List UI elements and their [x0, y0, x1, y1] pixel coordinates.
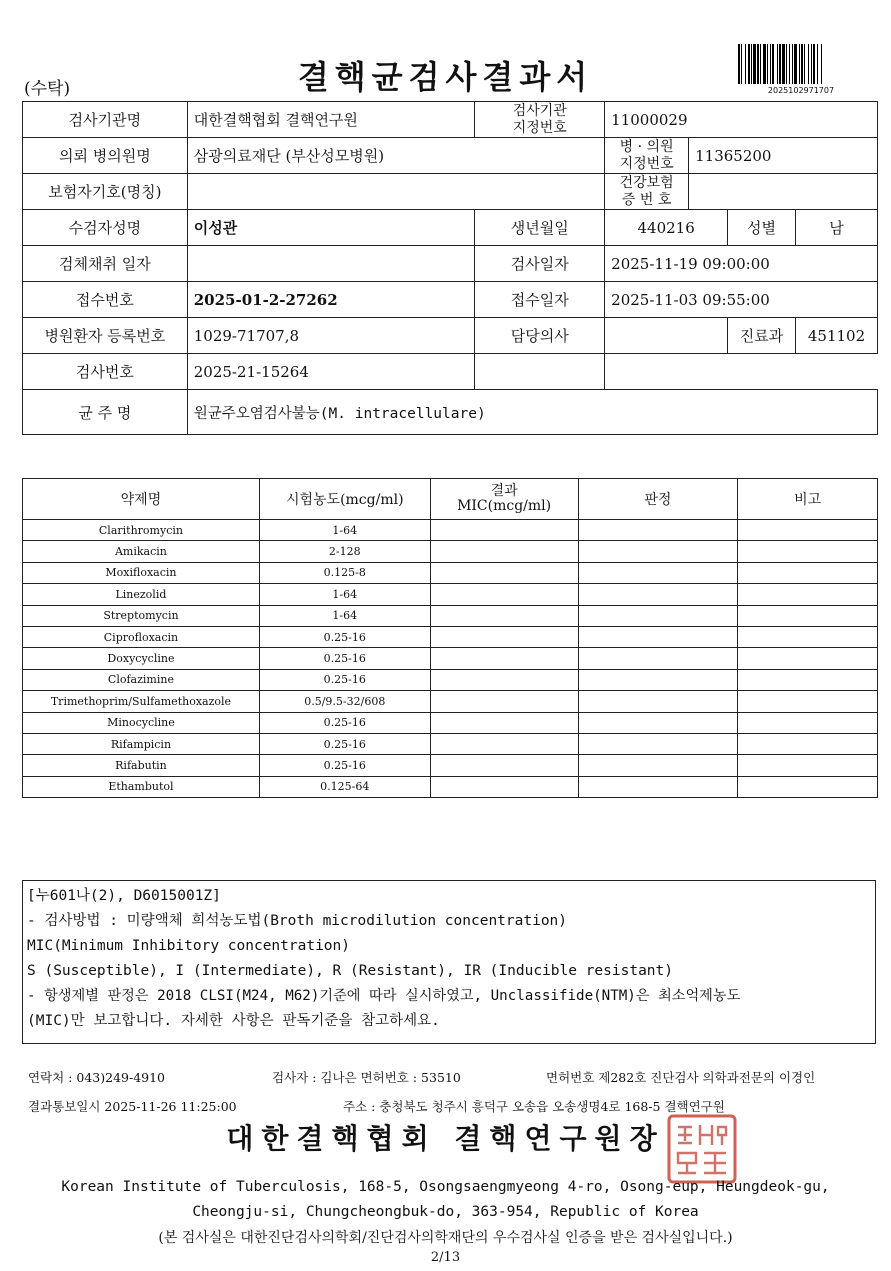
- test-concentration: 0.25-16: [259, 648, 430, 669]
- health-ins-value: [689, 174, 878, 210]
- receipt-date: 2025-11-03 09:55:00: [605, 282, 878, 318]
- lab-code: 11000029: [605, 102, 878, 138]
- bacteria-label: 균 주 명: [23, 390, 188, 435]
- english-address-2: Cheongju-si, Chungcheongbuk-do, 363-954, Republic of Korea: [192, 1204, 699, 1220]
- remark: [738, 733, 878, 754]
- remark: [738, 584, 878, 605]
- mic-result: [430, 605, 578, 626]
- test-no: 2025-21-15264: [187, 354, 475, 390]
- drug-name: Clarithromycin: [23, 520, 260, 541]
- col-result: 결과 MIC(mcg/ml): [430, 479, 578, 520]
- test-date-label: 검사일자: [475, 246, 605, 282]
- test-concentration: 0.25-16: [259, 669, 430, 690]
- insured-value: [187, 174, 604, 210]
- specimen-date: [187, 246, 475, 282]
- judgement: [578, 605, 738, 626]
- mic-result: [430, 626, 578, 647]
- test-no-empty: [475, 354, 605, 390]
- patient-name: 이성관: [187, 210, 475, 246]
- judgement: [578, 712, 738, 733]
- note-line: - 항생제별 판정은 2018 CLSI(M24, M62)기준에 따라 실시하였고, Unclassifide(NTM)은 최소억제농도: [27, 988, 741, 1004]
- drug-name: Clofazimine: [23, 669, 260, 690]
- sex-value: 남: [795, 210, 877, 246]
- drug-name: Doxycycline: [23, 648, 260, 669]
- test-concentration: 1-64: [259, 584, 430, 605]
- drug-name: Ethambutol: [23, 776, 260, 797]
- drug-name: Amikacin: [23, 541, 260, 562]
- judgement: [578, 776, 738, 797]
- judgement: [578, 691, 738, 712]
- note-line: [누601나(2), D6015001Z]: [27, 888, 221, 904]
- hospital-name: 삼광의료재단 (부산성모병원): [187, 138, 604, 174]
- mic-result: [430, 562, 578, 583]
- judgement: [578, 541, 738, 562]
- hosp-code-label: 병 · 의원 지정번호: [605, 138, 689, 174]
- judgement: [578, 626, 738, 647]
- remark: [738, 605, 878, 626]
- specimen-date-label: 검체채취 일자: [23, 246, 188, 282]
- table-row: [23, 584, 878, 605]
- table-row: [23, 562, 878, 583]
- birth-date: 440216: [605, 210, 728, 246]
- col-note: 비고: [738, 479, 878, 520]
- drug-name: Rifabutin: [23, 755, 260, 776]
- hosp-reg: 1029-71707,8: [187, 318, 475, 354]
- drug-name: Moxifloxacin: [23, 562, 260, 583]
- page-title: 결핵균검사결과서: [297, 58, 594, 96]
- judgement: [578, 520, 738, 541]
- judgement: [578, 562, 738, 583]
- consign-label: (수탁): [24, 79, 71, 99]
- table-row: [23, 776, 878, 797]
- drug-name: Streptomycin: [23, 605, 260, 626]
- dept-value: 451102: [795, 318, 877, 354]
- remark: [738, 541, 878, 562]
- mic-result: [430, 712, 578, 733]
- sex-label: 성별: [728, 210, 796, 246]
- tester: 검사자 : 김나은 면허번호 : 53510: [272, 1070, 461, 1085]
- page-number: 2/13: [430, 1250, 461, 1265]
- table-row: [23, 712, 878, 733]
- contact: 연락처 : 043)249-4910: [28, 1070, 166, 1085]
- english-address-1: Korean Institute of Tuberculosis, 168-5, Osongsaengmyeong 4-ro, Osong-eup, Heungdeok-gu,: [61, 1179, 830, 1195]
- drug-table: [22, 478, 878, 798]
- test-concentration: 0.125-64: [259, 776, 430, 797]
- hosp-reg-label: 병원환자 등록번호: [23, 318, 188, 354]
- table-row: [23, 669, 878, 690]
- remark: [738, 669, 878, 690]
- test-concentration: 2-128: [259, 541, 430, 562]
- drug-name: Rifampicin: [23, 733, 260, 754]
- receipt-date-label: 접수일자: [475, 282, 605, 318]
- remark: [738, 712, 878, 733]
- table-row: [23, 626, 878, 647]
- barcode-icon: [737, 44, 865, 84]
- remark: [738, 520, 878, 541]
- table-row: [23, 605, 878, 626]
- notes-box: [22, 880, 876, 1044]
- birth-label: 생년월일: [475, 210, 605, 246]
- test-concentration: 0.25-16: [259, 626, 430, 647]
- note-line: (MIC)만 보고합니다. 자세한 사항은 판독기준을 참고하세요.: [27, 1013, 440, 1029]
- remark: [738, 755, 878, 776]
- hosp-code: 11365200: [689, 138, 878, 174]
- drug-name: Minocycline: [23, 712, 260, 733]
- mic-result: [430, 755, 578, 776]
- test-concentration: 0.125-8: [259, 562, 430, 583]
- mic-result: [430, 520, 578, 541]
- table-row: [23, 541, 878, 562]
- table-row: [23, 755, 878, 776]
- health-ins-label: 건강보험 증 번 호: [605, 174, 689, 210]
- test-concentration: 0.25-16: [259, 712, 430, 733]
- remark: [738, 626, 878, 647]
- report-time: 결과통보일시 2025-11-26 11:25:00: [28, 1099, 237, 1114]
- receipt-no: 2025-01-2-27262: [187, 282, 475, 318]
- note-line: S (Susceptible), I (Intermediate), R (Resistant), IR (Inducible resistant): [27, 963, 674, 979]
- judgement: [578, 755, 738, 776]
- mic-result: [430, 776, 578, 797]
- remark: [738, 776, 878, 797]
- test-concentration: 0.25-16: [259, 755, 430, 776]
- col-conc: 시험농도(mcg/ml): [259, 479, 430, 520]
- col-judge: 판정: [578, 479, 738, 520]
- table-row: [23, 520, 878, 541]
- test-no-blank: [605, 354, 878, 390]
- patient-label: 수검자성명: [23, 210, 188, 246]
- doctor-label: 담당의사: [475, 318, 605, 354]
- dept-label: 진료과: [728, 318, 796, 354]
- table-row: [23, 691, 878, 712]
- test-concentration: 0.25-16: [259, 733, 430, 754]
- official-seal-icon: [666, 1113, 738, 1185]
- remark: [738, 691, 878, 712]
- drug-name: Ciprofloxacin: [23, 626, 260, 647]
- receipt-no-label: 접수번호: [23, 282, 188, 318]
- drug-name: Linezolid: [23, 584, 260, 605]
- address: 주소 : 충청북도 청주시 흥덕구 오송읍 오송생명4로 168-5 결핵연구원: [343, 1099, 725, 1114]
- insured-label: 보험자기호(명칭): [23, 174, 188, 210]
- mic-result: [430, 669, 578, 690]
- judgement: [578, 584, 738, 605]
- mic-result: [430, 648, 578, 669]
- barcode-number: 2025102971707: [767, 86, 835, 95]
- mic-result: [430, 541, 578, 562]
- lab-name-label: 검사기관명: [23, 102, 188, 138]
- note-line: - 검사방법 : 미량액체 희석농도법(Broth microdilution concentration): [27, 913, 568, 929]
- certification-note: (본 검사실은 대한진단검사의학회/진단검사의학재단의 우수검사실 인증을 받은 검사실입니다.): [158, 1230, 733, 1246]
- judgement: [578, 733, 738, 754]
- organization-name: 대한결핵협회 결핵연구원장: [226, 1122, 665, 1155]
- drug-name: Trimethoprim/Sulfamethoxazole: [23, 691, 260, 712]
- test-concentration: 1-64: [259, 520, 430, 541]
- info-table: [22, 101, 878, 435]
- lab-name: 대한결핵협회 결핵연구원: [187, 102, 475, 138]
- test-concentration: 1-64: [259, 605, 430, 626]
- note-line: MIC(Minimum Inhibitory concentration): [27, 938, 351, 954]
- col-drug: 약제명: [23, 479, 260, 520]
- test-date: 2025-11-19 09:00:00: [605, 246, 878, 282]
- specialist: 면허번호 제282호 진단검사 의학과전문의 이경인: [546, 1070, 816, 1085]
- table-row: [23, 733, 878, 754]
- table-row: [23, 648, 878, 669]
- mic-result: [430, 691, 578, 712]
- remark: [738, 562, 878, 583]
- test-concentration: 0.5/9.5-32/608: [259, 691, 430, 712]
- mic-result: [430, 584, 578, 605]
- bacteria-name: 원균주오염검사불능(M. intracellulare): [187, 390, 877, 435]
- judgement: [578, 669, 738, 690]
- test-no-label: 검사번호: [23, 354, 188, 390]
- hospital-label: 의뢰 병의원명: [23, 138, 188, 174]
- remark: [738, 648, 878, 669]
- mic-result: [430, 733, 578, 754]
- doctor-value: [605, 318, 728, 354]
- judgement: [578, 648, 738, 669]
- lab-code-label: 검사기관 지정번호: [475, 102, 605, 138]
